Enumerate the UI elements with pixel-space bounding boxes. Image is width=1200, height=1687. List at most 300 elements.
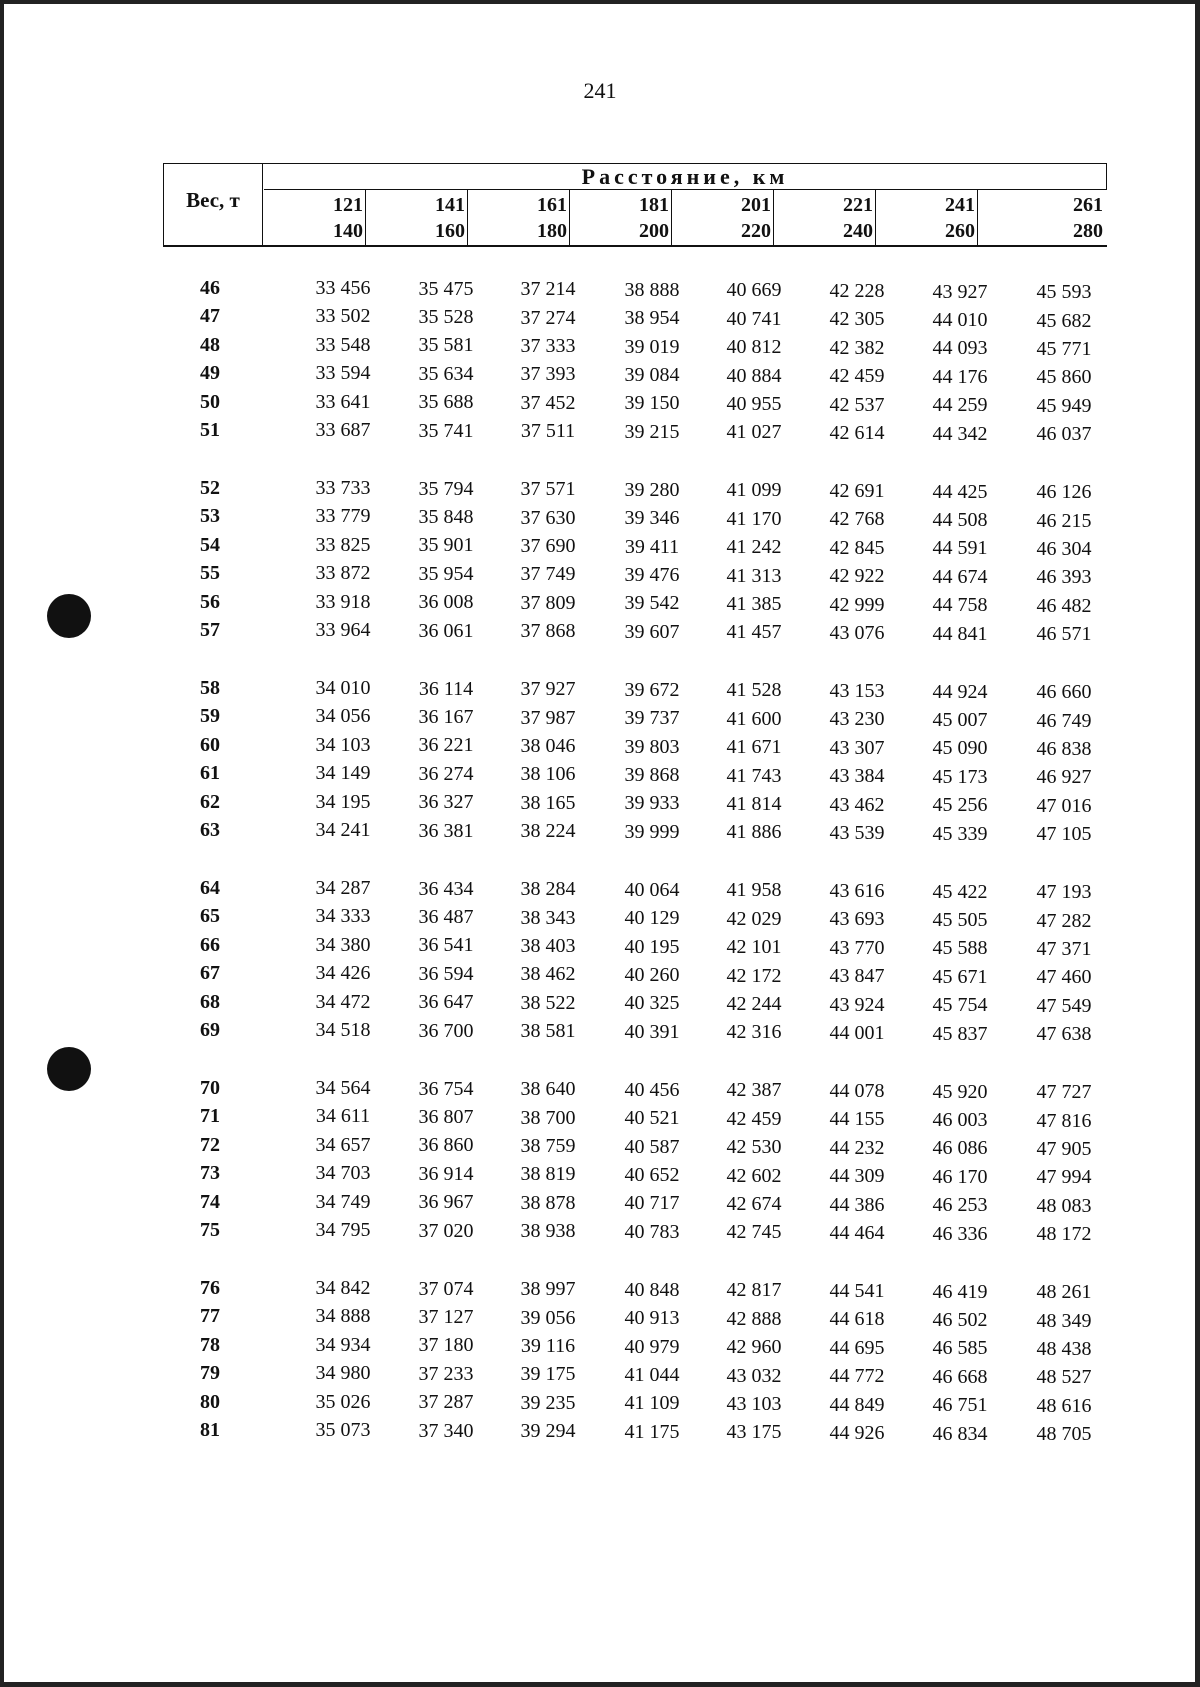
value-cell: 46 668 [932,1365,988,1388]
value-cell: 46 215 [1036,509,1092,532]
scan-edge-top [0,0,1200,4]
value-cell: 43 770 [829,936,885,959]
value-cell: 34 426 [315,962,371,985]
value-cell: 38 759 [520,1135,576,1157]
range-to: 180 [537,220,567,242]
value-cell: 45 860 [1036,366,1092,389]
weight-cell-77: 77 [200,1305,220,1328]
value-cell: 40 717 [624,1192,680,1215]
range-from: 201 [741,194,771,216]
value-cell: 44 926 [829,1422,885,1444]
value-cell: 42 888 [726,1307,782,1330]
value-cell: 46 304 [1036,538,1092,560]
punch-hole-lower [47,1047,91,1091]
value-cell: 43 462 [829,793,885,816]
range-from: 141 [435,194,465,216]
value-cell: 43 693 [829,908,885,931]
value-cell: 44 464 [829,1222,885,1244]
value-cell: 37 340 [418,1419,474,1442]
scan-edge-right [1195,0,1200,1687]
value-cell: 40 260 [624,964,680,986]
weight-cell-69: 69 [200,1019,220,1041]
value-cell: 46 751 [932,1394,988,1417]
value-cell: 37 809 [520,591,576,614]
value-cell: 37 214 [520,278,576,301]
value-cell: 40 669 [726,279,782,302]
value-cell: 38 938 [520,1220,576,1243]
value-cell: 36 327 [418,791,474,814]
value-cell: 34 934 [315,1333,371,1356]
weight-column-header: Вес, т [164,164,263,245]
weight-cell-51: 51 [200,419,220,441]
value-cell: 37 987 [520,706,576,729]
value-cell: 34 518 [315,1019,371,1041]
value-cell: 41 528 [726,679,782,702]
weight-cell-71: 71 [200,1105,220,1128]
weight-cell-72: 72 [200,1133,220,1156]
value-cell: 39 933 [624,792,680,815]
weight-cell-46: 46 [200,277,220,299]
value-cell: 38 224 [520,820,576,843]
weight-cell-76: 76 [200,1277,220,1299]
value-cell: 34 888 [315,1305,371,1328]
value-cell: 33 872 [315,562,371,585]
value-cell: 41 099 [726,479,782,502]
value-cell: 42 999 [829,593,885,616]
weight-cell-61: 61 [200,762,220,785]
weight-cell-57: 57 [200,619,220,641]
value-cell: 39 150 [624,392,680,415]
value-cell: 37 511 [520,420,576,443]
value-cell: 43 032 [726,1364,782,1387]
value-cell: 37 020 [418,1219,474,1242]
range-to: 220 [741,220,771,242]
value-cell: 37 127 [418,1306,474,1328]
punch-hole-upper [47,594,91,638]
value-cell: 33 641 [315,390,371,413]
value-cell: 38 462 [520,963,576,986]
weight-cell-70: 70 [200,1077,220,1099]
value-cell: 37 333 [520,335,576,357]
value-cell: 40 979 [624,1335,680,1358]
value-cell: 33 918 [315,590,371,613]
value-cell: 40 325 [624,992,680,1015]
value-cell: 46 126 [1036,481,1092,504]
value-cell: 47 638 [1036,1023,1092,1046]
value-cell: 43 076 [829,622,885,644]
value-cell: 47 193 [1036,881,1092,904]
value-cell: 41 671 [726,736,782,759]
value-cell: 34 980 [315,1362,371,1385]
value-cell: 43 847 [829,965,885,988]
value-cell: 43 153 [829,680,885,702]
value-cell: 42 459 [829,365,885,388]
value-cell: 42 614 [829,422,885,444]
value-cell: 38 165 [520,791,576,814]
value-cell: 46 660 [1036,681,1092,704]
value-cell: 36 434 [418,877,474,900]
value-cell: 40 783 [624,1220,680,1243]
value-cell: 46 482 [1036,594,1092,617]
scan-edge-bottom [0,1682,1200,1687]
value-cell: 39 607 [624,620,680,643]
scan-edge-left [0,0,4,1687]
weight-cell-47: 47 [200,305,220,328]
value-cell: 43 103 [726,1393,782,1415]
range-header-181-200 [570,190,672,245]
value-cell: 47 105 [1036,823,1092,846]
value-cell: 46 003 [932,1109,988,1131]
value-cell: 36 860 [418,1134,474,1157]
value-cell: 44 695 [829,1336,885,1359]
value-cell: 33 502 [315,305,371,328]
value-cell: 45 837 [932,1022,988,1045]
value-cell: 39 542 [624,592,680,615]
value-cell: 38 522 [520,991,576,1014]
value-cell: 43 175 [726,1421,782,1444]
distance-header: Расстояние, км [264,164,1107,190]
value-cell: 37 630 [520,506,576,529]
value-cell: 47 371 [1036,938,1092,960]
value-cell: 34 149 [315,762,371,785]
value-cell: 39 737 [624,707,680,730]
value-cell: 34 749 [315,1190,371,1213]
value-cell: 45 007 [932,709,988,731]
value-cell: 33 456 [315,277,371,299]
value-cell: 40 064 [624,878,680,901]
value-cell: 33 825 [315,533,371,556]
range-from: 121 [333,194,363,216]
value-cell: 36 700 [418,1019,474,1042]
value-cell: 39 294 [520,1420,576,1443]
range-from: 261 [1073,194,1103,216]
value-cell: 34 333 [315,905,371,928]
value-cell: 39 672 [624,678,680,701]
value-cell: 46 037 [1036,423,1092,446]
range-header-221-240 [774,190,876,245]
weight-cell-81: 81 [200,1419,220,1441]
weight-cell-66: 66 [200,933,220,956]
weight-cell-58: 58 [200,677,220,699]
value-cell: 37 393 [520,363,576,386]
value-cell: 43 924 [829,993,885,1016]
value-cell: 37 074 [418,1277,474,1300]
value-cell: 46 927 [1036,766,1092,789]
value-cell: 36 914 [418,1162,474,1185]
value-cell: 42 960 [726,1336,782,1359]
value-cell: 35 581 [418,334,474,357]
value-cell: 45 339 [932,822,988,845]
value-cell: 35 475 [418,277,474,300]
value-cell: 48 349 [1036,1309,1092,1332]
value-cell: 43 616 [829,880,885,902]
value-cell: 42 305 [829,308,885,331]
value-cell: 33 733 [315,477,371,499]
value-cell: 39 084 [624,364,680,386]
value-cell: 34 611 [315,1105,371,1128]
value-cell: 43 230 [829,708,885,731]
value-cell: 45 920 [932,1080,988,1103]
weight-cell-62: 62 [200,790,220,813]
value-cell: 34 195 [315,790,371,813]
value-cell: 36 167 [418,706,474,728]
value-cell: 33 687 [315,419,371,441]
value-cell: 35 954 [418,562,474,585]
value-cell: 39 411 [624,535,680,558]
weight-cell-52: 52 [200,477,220,499]
value-cell: 40 741 [726,307,782,330]
value-cell: 40 129 [624,907,680,930]
value-cell: 42 922 [829,565,885,588]
value-cell: 47 727 [1036,1081,1092,1104]
value-cell: 46 086 [932,1137,988,1160]
value-cell: 37 571 [520,478,576,501]
value-cell: 48 705 [1036,1423,1092,1446]
value-cell: 45 588 [932,937,988,960]
value-cell: 33 779 [315,505,371,528]
range-header-121-140 [264,190,366,245]
value-cell: 38 046 [520,735,576,757]
value-cell: 39 280 [624,478,680,501]
value-cell: 39 019 [624,335,680,358]
value-cell: 39 215 [624,420,680,443]
value-cell: 44 176 [932,365,988,388]
value-cell: 34 010 [315,677,371,699]
value-cell: 41 027 [726,421,782,444]
value-cell: 34 287 [315,877,371,899]
value-cell: 44 591 [932,537,988,560]
value-cell: 35 688 [418,391,474,414]
value-cell: 45 754 [932,994,988,1017]
value-cell: 40 195 [624,935,680,958]
weight-cell-53: 53 [200,505,220,528]
value-cell: 44 309 [829,1165,885,1188]
value-cell: 41 600 [726,707,782,730]
value-cell: 36 008 [418,591,474,614]
weight-cell-73: 73 [200,1162,220,1185]
weight-cell-55: 55 [200,562,220,585]
value-cell: 37 927 [520,678,576,701]
value-cell: 34 795 [315,1219,371,1241]
value-cell: 44 849 [829,1393,885,1416]
value-cell: 48 616 [1036,1394,1092,1417]
value-cell: 46 502 [932,1309,988,1331]
value-cell: 38 700 [520,1106,576,1129]
range-from: 241 [945,194,975,216]
value-cell: 37 233 [418,1362,474,1385]
value-cell: 46 336 [932,1222,988,1245]
weight-cell-74: 74 [200,1190,220,1213]
value-cell: 46 253 [932,1194,988,1217]
value-cell: 48 438 [1036,1338,1092,1360]
weight-cell-50: 50 [200,390,220,413]
weight-cell-67: 67 [200,962,220,985]
value-cell: 44 386 [829,1193,885,1216]
value-cell: 39 476 [624,564,680,586]
value-cell: 35 848 [418,506,474,528]
value-cell: 36 594 [418,962,474,985]
value-cell: 45 505 [932,909,988,931]
value-cell: 43 307 [829,736,885,759]
value-cell: 43 384 [829,765,885,788]
value-cell: 37 287 [418,1391,474,1414]
value-cell: 42 845 [829,536,885,559]
value-cell: 34 703 [315,1162,371,1185]
value-cell: 44 541 [829,1280,885,1302]
value-cell: 40 521 [624,1107,680,1130]
value-cell: 39 175 [520,1363,576,1386]
value-cell: 48 261 [1036,1281,1092,1304]
value-cell: 34 564 [315,1077,371,1099]
value-cell: 41 044 [624,1364,680,1386]
value-cell: 39 235 [520,1391,576,1414]
value-cell: 40 652 [624,1164,680,1186]
value-cell: 37 452 [520,391,576,414]
value-cell: 39 999 [624,820,680,843]
weight-cell-54: 54 [200,533,220,556]
value-cell: 34 472 [315,990,371,1013]
value-cell: 44 924 [932,680,988,703]
range-header-201-220 [672,190,774,245]
range-from: 221 [843,194,873,216]
value-cell: 46 419 [932,1280,988,1303]
weight-cell-79: 79 [200,1362,220,1385]
weight-cell-60: 60 [200,733,220,756]
weight-cell-48: 48 [200,333,220,356]
value-cell: 36 541 [418,934,474,957]
value-cell: 46 749 [1036,709,1092,732]
value-cell: 45 949 [1036,394,1092,417]
value-cell: 41 175 [624,1420,680,1443]
value-cell: 38 581 [520,1020,576,1043]
value-cell: 38 997 [520,1278,576,1301]
value-cell: 35 528 [418,306,474,328]
value-cell: 40 884 [726,364,782,387]
value-cell: 44 155 [829,1108,885,1131]
value-cell: 33 594 [315,362,371,385]
value-cell: 47 994 [1036,1166,1092,1189]
value-cell: 44 259 [932,394,988,417]
value-cell: 45 422 [932,880,988,903]
value-cell: 38 954 [624,307,680,330]
range-header-161-180 [468,190,570,245]
range-header-241-260 [876,190,978,245]
value-cell: 37 180 [418,1334,474,1357]
value-cell: 47 549 [1036,994,1092,1017]
weight-cell-68: 68 [200,990,220,1013]
value-cell: 41 242 [726,536,782,559]
value-cell: 40 456 [624,1078,680,1101]
value-cell: 48 172 [1036,1223,1092,1246]
value-cell: 47 816 [1036,1109,1092,1132]
weight-cell-49: 49 [200,362,220,385]
value-cell: 48 527 [1036,1366,1092,1389]
value-cell: 33 548 [315,333,371,356]
value-cell: 41 385 [726,593,782,615]
value-cell: 35 794 [418,477,474,500]
value-cell: 42 382 [829,336,885,359]
value-cell: 47 016 [1036,794,1092,817]
value-cell: 38 284 [520,878,576,901]
value-cell: 41 814 [726,793,782,815]
value-cell: 35 634 [418,362,474,385]
value-cell: 45 682 [1036,309,1092,332]
value-cell: 40 913 [624,1307,680,1330]
value-cell: 48 083 [1036,1194,1092,1217]
value-cell: 46 393 [1036,566,1092,589]
value-cell: 37 690 [520,535,576,557]
value-cell: 45 256 [932,794,988,817]
weight-cell-63: 63 [200,819,220,841]
value-cell: 34 056 [315,705,371,728]
value-cell: 38 888 [624,278,680,301]
weight-cell-78: 78 [200,1333,220,1356]
value-cell: 45 173 [932,765,988,788]
value-cell: 39 803 [624,735,680,758]
value-cell: 43 539 [829,822,885,844]
value-cell: 44 425 [932,480,988,503]
value-cell: 46 170 [932,1165,988,1188]
value-cell: 42 172 [726,964,782,987]
value-cell: 40 848 [624,1278,680,1301]
value-cell: 35 073 [315,1419,371,1441]
value-cell: 42 745 [726,1221,782,1244]
value-cell: 44 010 [932,309,988,331]
value-cell: 41 743 [726,764,782,787]
value-cell: 42 101 [726,936,782,959]
value-cell: 39 056 [520,1306,576,1329]
value-cell: 42 537 [829,393,885,416]
value-cell: 44 674 [932,565,988,588]
value-cell: 42 817 [726,1279,782,1302]
value-cell: 38 343 [520,906,576,929]
range-header-261-280 [978,190,1105,245]
value-cell: 42 459 [726,1107,782,1130]
value-cell: 38 403 [520,935,576,957]
value-cell: 43 927 [932,280,988,303]
value-cell: 44 001 [829,1022,885,1044]
value-cell: 41 457 [726,621,782,644]
value-cell: 42 602 [726,1164,782,1187]
weight-cell-75: 75 [200,1219,220,1241]
value-cell: 40 955 [726,393,782,415]
weight-cell-65: 65 [200,905,220,928]
value-cell: 47 905 [1036,1138,1092,1160]
page-number: 241 [583,78,617,103]
value-cell: 37 868 [520,620,576,643]
value-cell: 36 381 [418,819,474,842]
value-cell: 35 901 [418,534,474,557]
value-cell: 37 749 [520,563,576,586]
value-cell: 42 530 [726,1136,782,1159]
value-cell: 41 109 [624,1392,680,1415]
value-cell: 44 078 [829,1080,885,1102]
value-cell: 39 868 [624,764,680,786]
value-cell: 46 834 [932,1422,988,1445]
range-to: 260 [945,220,975,242]
value-cell: 40 812 [726,336,782,359]
range-to: 280 [1073,220,1103,242]
value-cell: 45 671 [932,965,988,988]
value-cell: 47 460 [1036,966,1092,989]
value-cell: 38 640 [520,1078,576,1101]
weight-cell-80: 80 [200,1390,220,1413]
value-cell: 38 878 [520,1191,576,1214]
value-cell: 44 841 [932,622,988,645]
value-cell: 36 754 [418,1077,474,1100]
value-cell: 36 221 [418,734,474,757]
weight-cell-56: 56 [200,590,220,613]
